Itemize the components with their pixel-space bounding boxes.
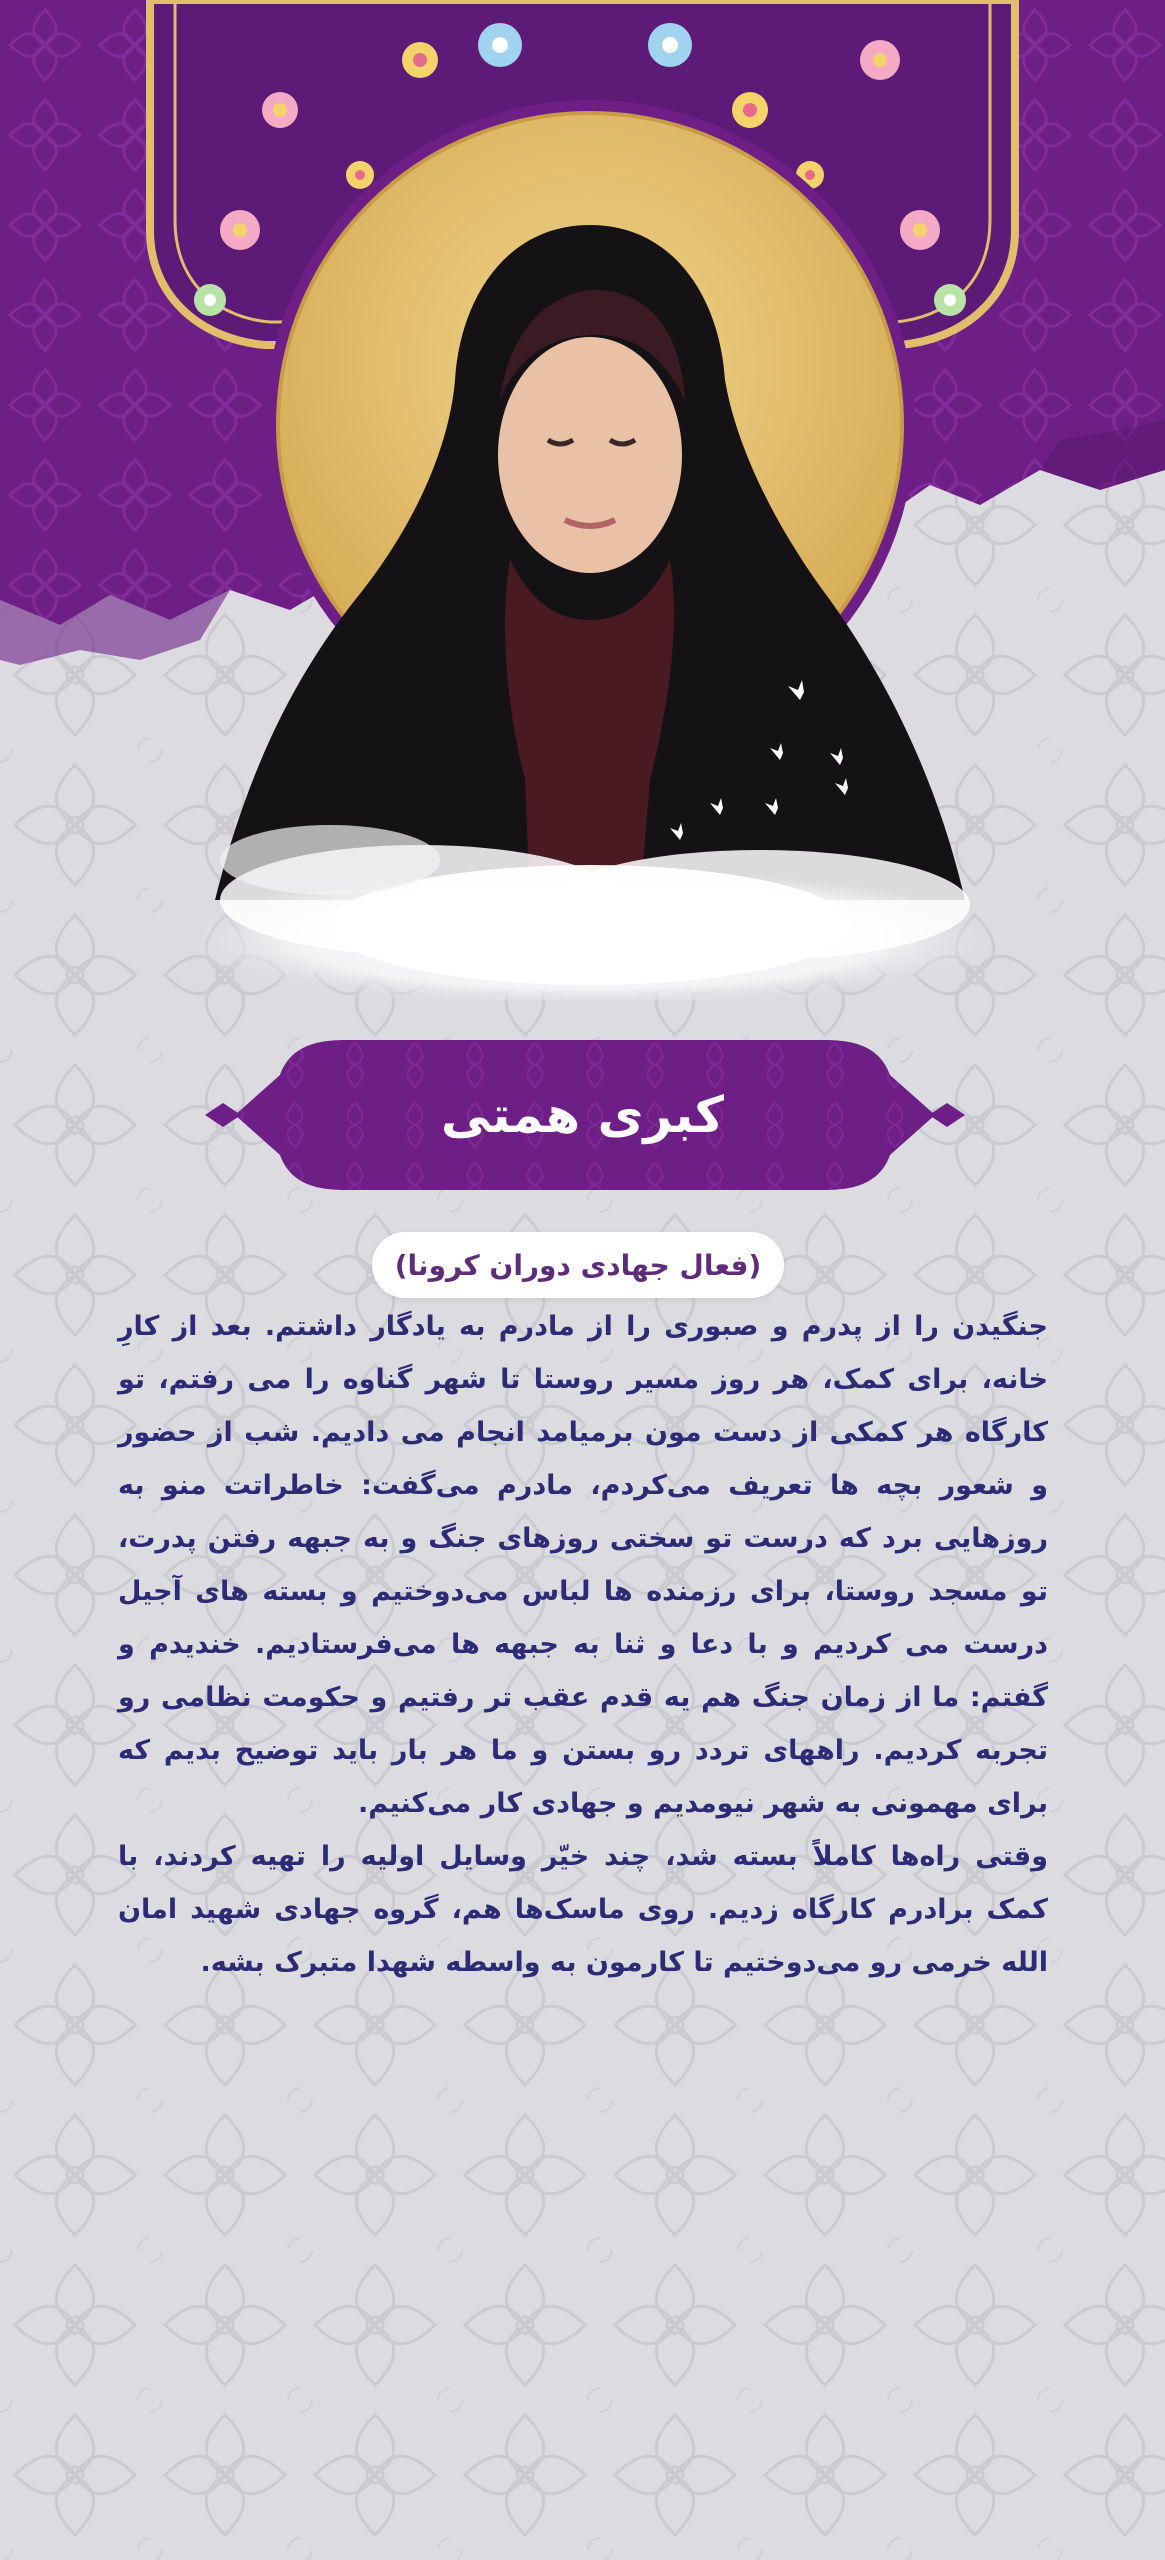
header-portrait bbox=[0, 0, 1165, 1000]
bio-paragraph: جنگیدن را از پدرم و صبوری را از مادرم به یادگار داشتم. بعد از کارِ خانه، برای کمک، هر روز مسیر روستا تا شهر گناوه را می رفتم، تو کارگاه هر کمکی از دست مون برمیامد انجام می دادیم. شب از حضور و شعور بچه ها تعریف می‌کردم، مادرم می‌گفت: خاطراتت منو به روزهایی برد که درست تو سختی روزهای جنگ و به جبهه رفتن پدرت، تو مسجد روستا، برای رزمنده ها لباس می‌دوختیم و بسته های آجیل درست می کردیم و با دعا و ثنا به جبهه ها می‌فرستادیم. خندیدم و گفتم: ما از زمان جنگ هم یه قدم عقب تر رفتیم و حکومت نظامی رو تجربه کردیم. راههای تردد رو بستن و ما هر بار باید توضیح بدیم که برای مهمونی به شهر نیومدیم و جهادی کار می‌کنیم. bbox=[118, 1311, 1048, 1819]
bio-text bbox=[118, 1300, 1048, 1989]
bio-paragraph: وقتی راه‌ها کاملاً بسته شد، چند خیّر وسایل اولیه را تهیه کردند، با کمک برادرم کارگاه زدیم. روی ماسک‌ها هم، گروه جهادی شهید امان الله خرمی رو می‌دوختیم تا کارمون به واسطه شهدا متبرک بشه. bbox=[118, 1841, 1048, 1978]
role-badge: (فعال جهادی دوران کرونا) bbox=[372, 1232, 784, 1298]
person-name: کبری همتی bbox=[441, 1086, 725, 1144]
